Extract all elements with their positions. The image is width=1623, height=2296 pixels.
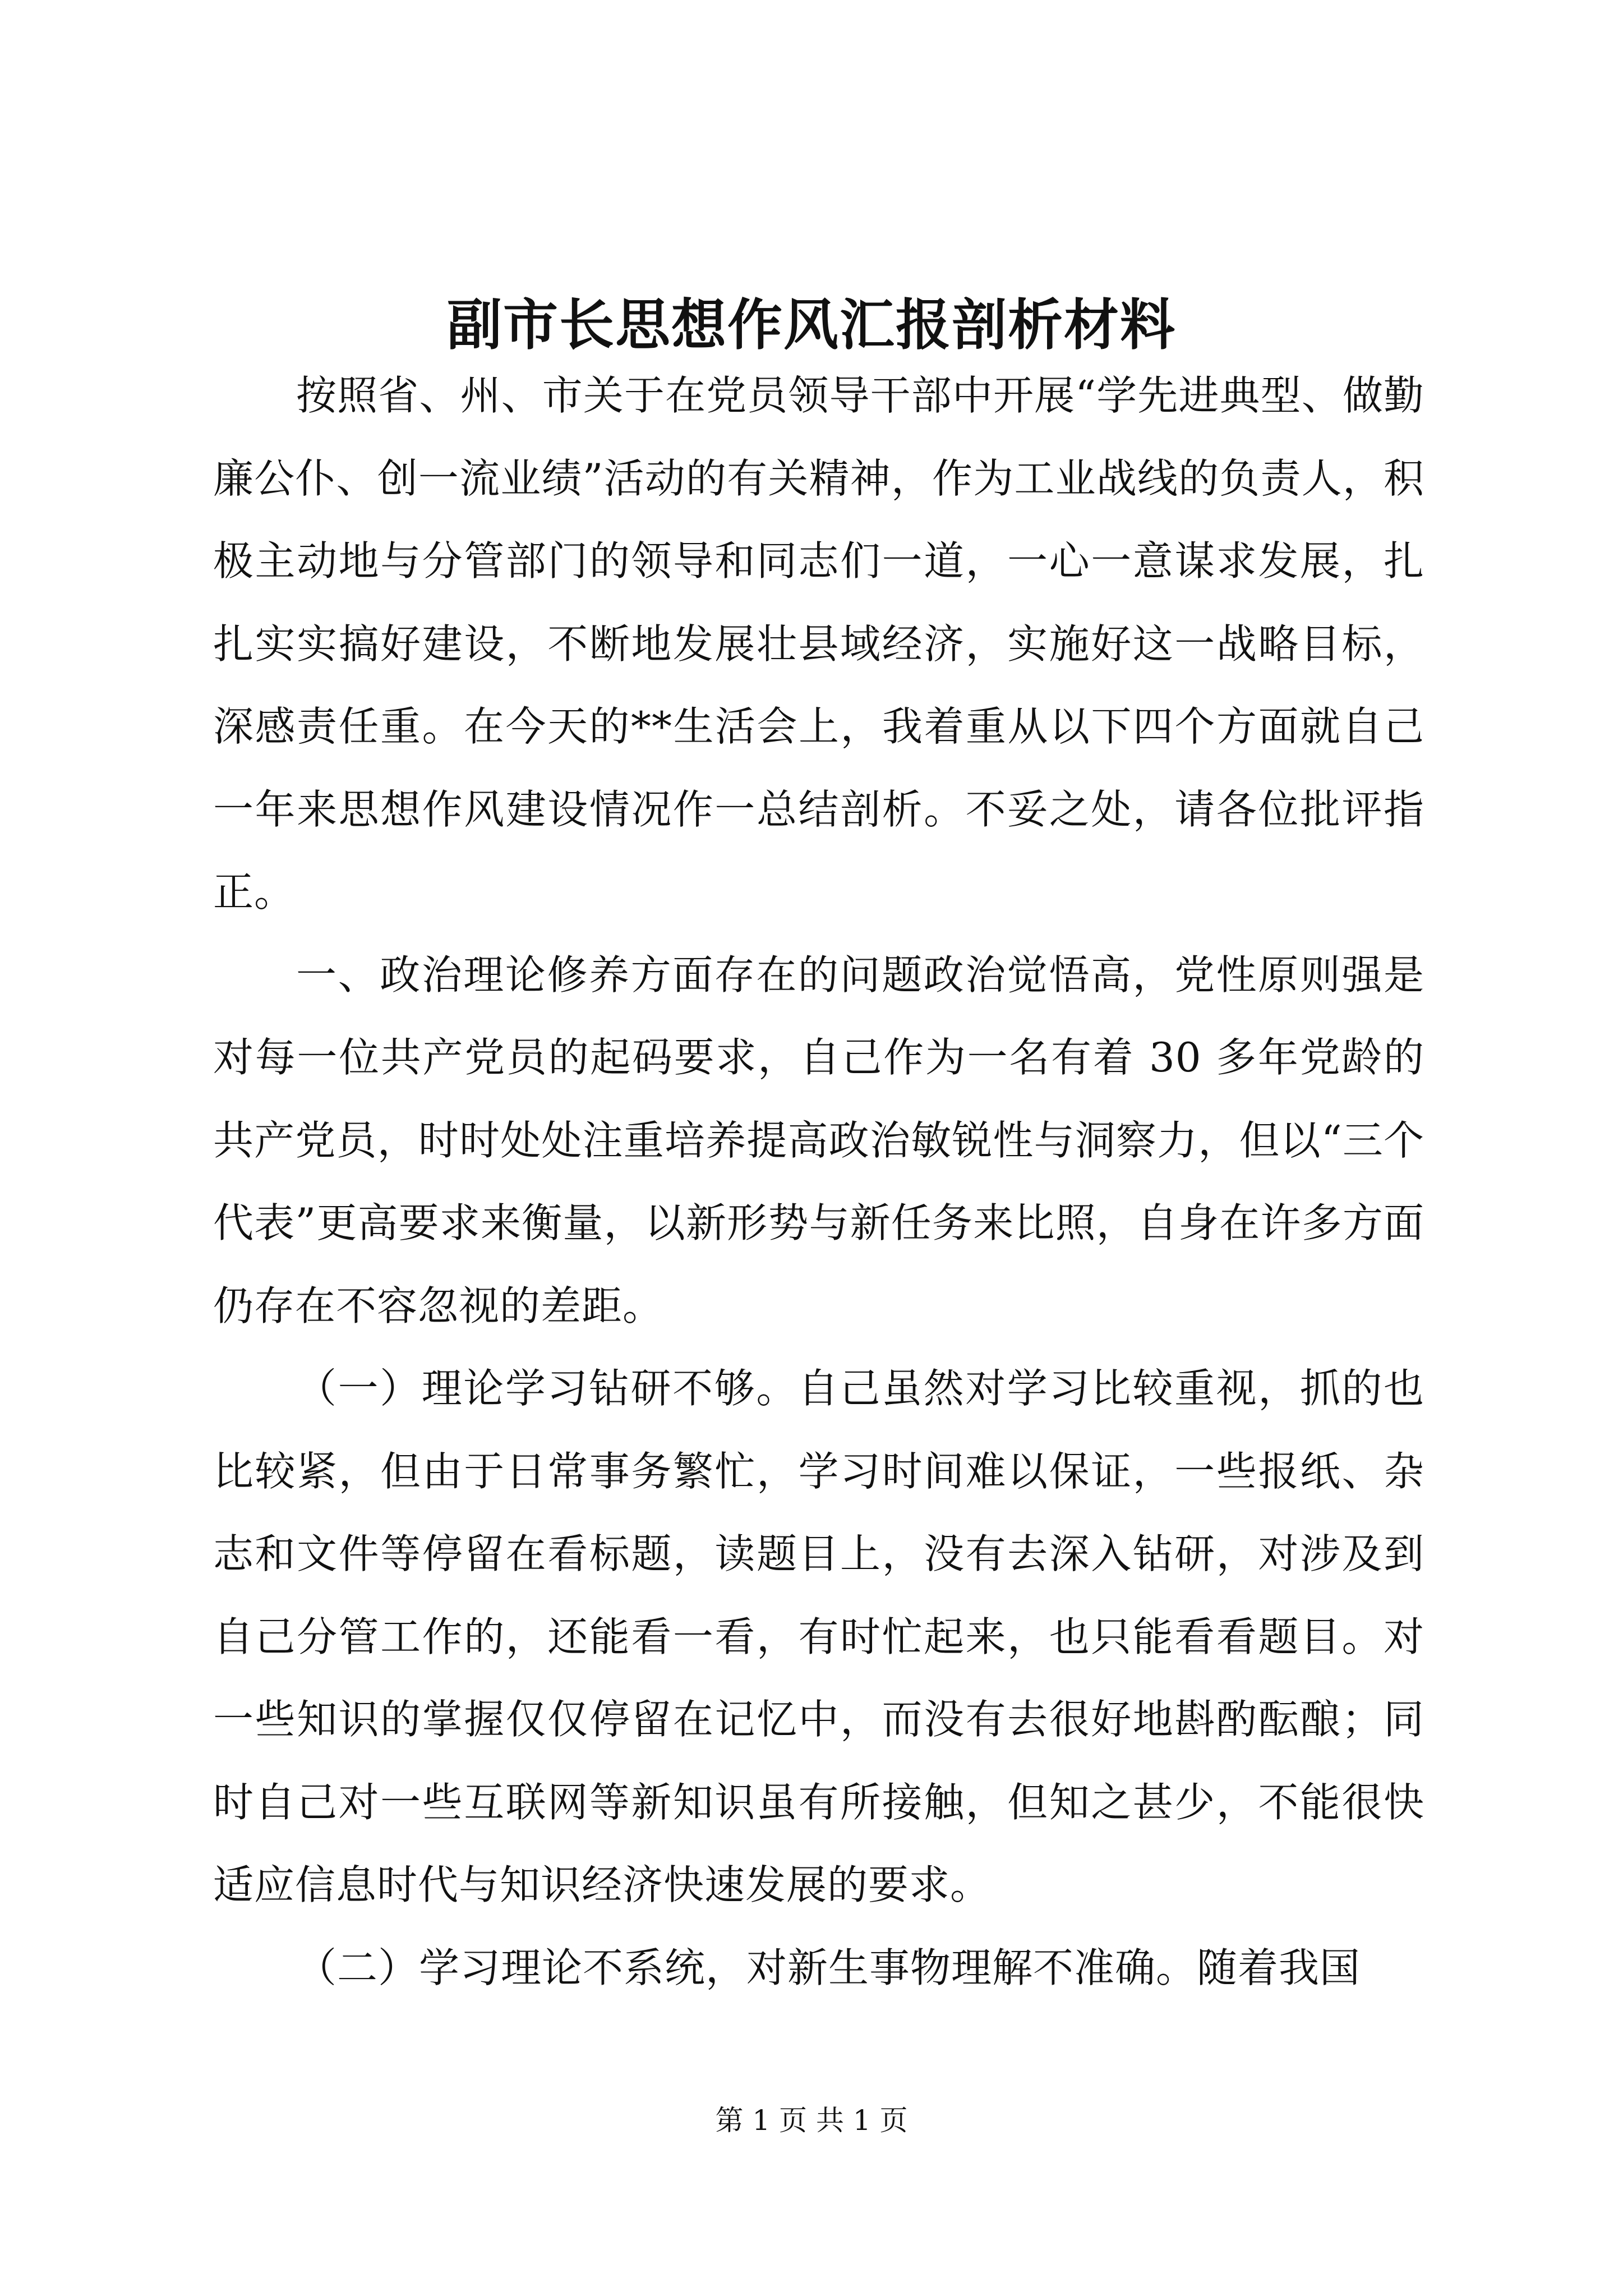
paragraph-intro: 按照省、州、市关于在党员领导干部中开展“学先进典型、做勤廉公仆、创一流业绩”活动的有关精神，作为工业战线的负责人，积极主动地与分管部门的领导和同志们一道，一心一意谋求发展，扎扎实实搞好建设，不断地发展壮县域经济，实施好这一战略目标，深感责任重。在今天的**生活会上，我着重从以下四个方面就自己一年来思想作风建设情况作一总结剖析。不妥之处，请各位批评指正。 <box>213 372 1424 915</box>
paragraph-subsection-one: （一）理论学习钻研不够。自己虽然对学习比较重视，抓的也比较紧，但由于日常事务繁忙，学习时间难以保证，一些报纸、杂志和文件等停留在看标题，读题目上，没有去深入钻研，对涉及到自己分管工作的，还能看一看，有时忙起来，也只能看看题目。对一些知识的掌握仅仅停留在记忆中，而没有去很好地斟酌酝酿；同时自己对一些互联网等新知识虽有所接触，但知之甚少，不能很快适应信息时代与知识经济快速发展的要求。 <box>213 1365 1424 1908</box>
document-title: 副市长思想作风汇报剖析材料 <box>446 293 1176 357</box>
paragraph-section-one: 一、政治理论修养方面存在的问题政治觉悟高，党性原则强是对每一位共产党员的起码要求，自己作为一名有着 30 多年党龄的共产党员，时时处处注重培养提高政治敏锐性与洞察力，但以“三个代表”更高要求来衡量，以新形势与新任务来比照，自身在许多方面仍存在不容忽视的差距。 <box>213 951 1424 1329</box>
document-body <box>213 355 1424 2009</box>
page-number-footer: 第 1 页 共 1 页 <box>715 2104 908 2137</box>
paragraph-subsection-two: （二）学习理论不系统，对新生事物理解不准确。随着我国 <box>296 1944 1361 1991</box>
